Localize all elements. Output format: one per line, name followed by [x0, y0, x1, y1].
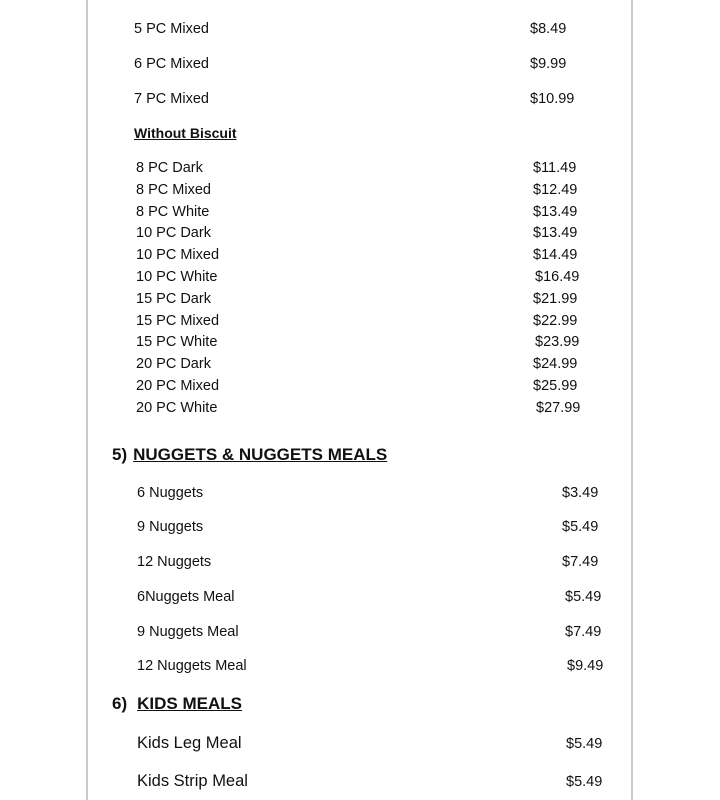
- menu-item-price: $23.99: [535, 334, 580, 350]
- menu-item-price: $8.49: [530, 21, 567, 37]
- menu-item-name: 20 PC Dark: [136, 356, 211, 372]
- menu-item-name: 20 PC White: [136, 400, 218, 416]
- menu-item-name: 9 Nuggets: [137, 519, 204, 535]
- menu-item-price: $9.49: [567, 658, 604, 674]
- menu-item-name: 7 PC Mixed: [134, 91, 209, 107]
- section-title: KIDS MEALS: [137, 694, 242, 713]
- menu-item-price: $11.49: [533, 160, 577, 176]
- section-heading-kids: [112, 693, 242, 715]
- menu-item-price: $13.49: [533, 204, 578, 220]
- menu-item-name: 15 PC White: [136, 334, 218, 350]
- menu-item-price: $25.99: [533, 378, 578, 394]
- menu-item-name: 8 PC Mixed: [136, 182, 211, 198]
- menu-item-price: $10.99: [530, 91, 575, 107]
- menu-item-name: 8 PC White: [136, 204, 210, 220]
- menu-item-price: $5.49: [562, 519, 599, 535]
- menu-item-name: 15 PC Mixed: [136, 313, 220, 329]
- section-number: 6): [112, 694, 128, 713]
- menu-item-price: $27.99: [536, 400, 581, 416]
- menu-item-price: $24.99: [533, 356, 578, 372]
- menu-item-price: $12.49: [533, 182, 578, 198]
- page-left-edge: [86, 0, 88, 800]
- menu-item-name: 10 PC White: [136, 269, 218, 285]
- menu-item-name: 10 PC Mixed: [136, 247, 220, 263]
- menu-item-name: Kids Leg Meal: [137, 734, 242, 752]
- section-title: NUGGETS & NUGGETS MEALS: [133, 445, 388, 464]
- menu-item-price: $22.99: [533, 313, 578, 329]
- menu-item-name: 6Nuggets Meal: [137, 589, 235, 605]
- menu-item-name: 10 PC Dark: [136, 225, 211, 241]
- menu-item-price: $5.49: [565, 589, 602, 605]
- menu-item-name: 6 Nuggets: [137, 485, 204, 501]
- menu-item-price: $21.99: [533, 291, 578, 307]
- menu-item-price: $13.49: [533, 225, 578, 241]
- menu-item-price: $3.49: [562, 485, 599, 501]
- menu-item-price: $5.49: [566, 774, 603, 790]
- menu-item-price: $7.49: [565, 624, 602, 640]
- menu-item-price: $7.49: [562, 554, 599, 570]
- menu-item-name: 5 PC Mixed: [134, 21, 209, 37]
- menu-item-name: 15 PC Dark: [136, 291, 211, 307]
- section-number: 5): [112, 445, 128, 464]
- menu-item-name: 12 Nuggets Meal: [137, 658, 247, 674]
- without-biscuit-heading: Without Biscuit: [134, 125, 237, 141]
- menu-item-name: 9 Nuggets Meal: [137, 624, 239, 640]
- menu-item-price: $14.49: [533, 247, 578, 263]
- menu-item-price: $9.99: [530, 56, 567, 72]
- section-heading-nuggets: [112, 444, 387, 466]
- menu-item-price: $16.49: [535, 269, 580, 285]
- menu-item-name: 12 Nuggets: [137, 554, 212, 570]
- menu-item-name: 20 PC Mixed: [136, 378, 220, 394]
- page-right-edge: [631, 0, 633, 800]
- menu-item-name: Kids Strip Meal: [137, 772, 248, 790]
- menu-item-price: $5.49: [566, 736, 603, 752]
- menu-item-name: 8 PC Dark: [136, 160, 203, 176]
- menu-item-name: 6 PC Mixed: [134, 56, 209, 72]
